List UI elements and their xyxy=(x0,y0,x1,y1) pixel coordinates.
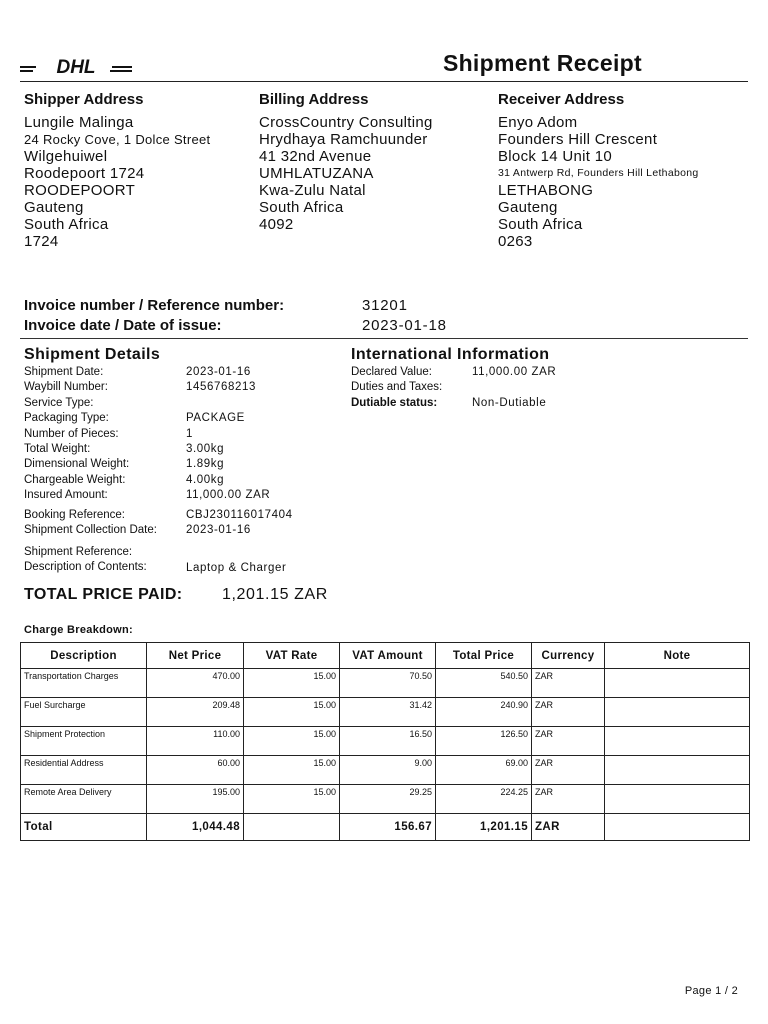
cell-vat-rate: 15.00 xyxy=(244,698,340,727)
column-header: Currency xyxy=(532,643,605,669)
detail-row xyxy=(24,380,270,395)
receiver-address xyxy=(498,114,699,250)
contents-details-list xyxy=(24,545,286,577)
cell-currency: ZAR xyxy=(532,756,605,785)
address-line: LETHABONG xyxy=(498,182,594,199)
detail-label: Number of Pieces: xyxy=(24,427,119,440)
column-header: Description xyxy=(21,643,147,669)
intl-value: 11,000.00 ZAR xyxy=(472,366,557,378)
detail-row xyxy=(24,560,286,576)
address-line: Founders Hill Crescent xyxy=(498,131,658,148)
total-price-label: TOTAL PRICE PAID: xyxy=(24,586,183,603)
cell-note xyxy=(605,785,750,814)
cell-description: Transportation Charges xyxy=(21,669,147,698)
table-header-row xyxy=(21,643,750,669)
address-line: Enyo Adom xyxy=(498,114,578,131)
detail-value: 2023-01-16 xyxy=(186,524,251,537)
cell-vat-rate xyxy=(244,814,340,841)
table-row xyxy=(21,669,750,698)
address-line: South Africa xyxy=(24,216,109,233)
column-header: VAT Rate xyxy=(244,643,340,669)
cell-total-price: 240.90 xyxy=(436,698,532,727)
detail-row xyxy=(24,488,270,503)
table-total-row xyxy=(21,814,750,841)
cell-vat-amount: 16.50 xyxy=(340,727,436,756)
table-row xyxy=(21,756,750,785)
shipment-details-list xyxy=(24,365,270,504)
detail-row xyxy=(24,427,270,442)
billing-address xyxy=(259,114,433,233)
address-line: 41 32nd Avenue xyxy=(259,148,372,165)
cell-description: Residential Address xyxy=(21,756,147,785)
cell-vat-rate: 15.00 xyxy=(244,669,340,698)
cell-vat-amount: 31.42 xyxy=(340,698,436,727)
detail-label: Insured Amount: xyxy=(24,489,108,502)
address-line: 0263 xyxy=(498,233,533,250)
charge-breakdown-table xyxy=(20,642,750,841)
cell-vat-amount: 9.00 xyxy=(340,756,436,785)
cell-vat-rate: 15.00 xyxy=(244,785,340,814)
cell-description: Remote Area Delivery xyxy=(21,785,147,814)
detail-row xyxy=(24,365,270,380)
shipper-address-heading: Shipper Address xyxy=(24,91,144,108)
column-header: Total Price xyxy=(436,643,532,669)
detail-value: PACKAGE xyxy=(186,412,245,425)
address-line: Wilgehuiwel xyxy=(24,148,108,165)
cell-total-price: 1,201.15 xyxy=(436,814,532,841)
address-line: ROODEPOORT xyxy=(24,182,136,199)
cell-description: Fuel Surcharge xyxy=(21,698,147,727)
cell-total-price: 224.25 xyxy=(436,785,532,814)
detail-label: Dimensional Weight: xyxy=(24,458,130,471)
cell-net-price: 110.00 xyxy=(147,727,244,756)
address-line: South Africa xyxy=(498,216,583,233)
cell-currency: ZAR xyxy=(532,669,605,698)
detail-row xyxy=(24,473,270,488)
table-row xyxy=(21,785,750,814)
cell-vat-amount: 156.67 xyxy=(340,814,436,841)
cell-currency: ZAR xyxy=(532,727,605,756)
column-header: Net Price xyxy=(147,643,244,669)
cell-description: Total xyxy=(21,814,147,841)
cell-vat-rate: 15.00 xyxy=(244,756,340,785)
table-row xyxy=(21,698,750,727)
detail-label: Shipment Reference: xyxy=(24,546,133,558)
intl-label: Duties and Taxes: xyxy=(351,381,443,394)
invoice-number-label: Invoice number / Reference number: xyxy=(24,297,285,314)
address-line: Block 14 Unit 10 xyxy=(498,148,613,165)
column-header: VAT Amount xyxy=(340,643,436,669)
cell-net-price: 195.00 xyxy=(147,785,244,814)
svg-text:DHL: DHL xyxy=(56,57,96,76)
cell-total-price: 126.50 xyxy=(436,727,532,756)
detail-row xyxy=(24,545,286,560)
intl-label: Dutiable status: xyxy=(351,396,438,409)
cell-vat-amount: 70.50 xyxy=(340,669,436,698)
cell-note xyxy=(605,698,750,727)
detail-value: CBJ230116017404 xyxy=(186,509,293,521)
cell-currency: ZAR xyxy=(532,814,605,841)
international-info-heading: International Information xyxy=(351,346,550,363)
address-line: 31 Antwerp Rd, Founders Hill Lethabong xyxy=(498,167,699,179)
detail-label: Booking Reference: xyxy=(24,509,126,521)
detail-row xyxy=(24,411,270,426)
international-info-list xyxy=(351,365,556,411)
detail-value: 1456768213 xyxy=(186,381,256,394)
invoice-date-value: 2023-01-18 xyxy=(362,317,447,334)
total-price-value: 1,201.15 ZAR xyxy=(222,586,328,603)
detail-value: 1.89kg xyxy=(186,458,225,471)
detail-value: 11,000.00 ZAR xyxy=(186,489,271,502)
detail-row xyxy=(24,396,270,411)
charge-breakdown-label: Charge Breakdown: xyxy=(24,624,134,636)
address-line: UMHLATUZANA xyxy=(259,165,374,182)
cell-net-price: 60.00 xyxy=(147,756,244,785)
detail-row xyxy=(24,457,270,472)
cell-note xyxy=(605,727,750,756)
address-line: Roodepoort 1724 xyxy=(24,165,145,182)
cell-currency: ZAR xyxy=(532,785,605,814)
detail-value: 2023-01-16 xyxy=(186,366,251,378)
section-divider xyxy=(20,338,748,339)
cell-net-price: 470.00 xyxy=(147,669,244,698)
detail-value: 1 xyxy=(186,427,193,440)
address-line: Hrydhaya Ramchuunder xyxy=(259,131,428,148)
invoice-date-label: Invoice date / Date of issue: xyxy=(24,317,222,334)
intl-label: Declared Value: xyxy=(351,366,432,378)
address-line: CrossCountry Consulting xyxy=(259,114,433,131)
detail-value: Laptop & Charger xyxy=(186,562,287,575)
cell-total-price: 69.00 xyxy=(436,756,532,785)
detail-label: Total Weight: xyxy=(24,443,91,456)
detail-label: Waybill Number: xyxy=(24,381,108,394)
cell-vat-amount: 29.25 xyxy=(340,785,436,814)
shipment-details-heading: Shipment Details xyxy=(24,346,161,363)
intl-value: Non-Dutiable xyxy=(472,396,547,409)
cell-vat-rate: 15.00 xyxy=(244,727,340,756)
cell-description: Shipment Protection xyxy=(21,727,147,756)
column-header: Note xyxy=(605,643,750,669)
address-line: Gauteng xyxy=(498,199,558,216)
page-number: Page 1 / 2 xyxy=(684,985,738,997)
cell-currency: ZAR xyxy=(532,698,605,727)
intl-row xyxy=(351,396,556,411)
detail-label: Shipment Collection Date: xyxy=(24,524,157,537)
detail-label: Packaging Type: xyxy=(24,412,109,425)
detail-row xyxy=(24,442,270,457)
address-line: 24 Rocky Cove, 1 Dolce Street xyxy=(24,132,211,147)
table-row xyxy=(21,727,750,756)
cell-net-price: 1,044.48 xyxy=(147,814,244,841)
cell-note xyxy=(605,814,750,841)
detail-row xyxy=(24,508,293,523)
detail-label: Description of Contents: xyxy=(24,561,147,574)
shipper-address xyxy=(24,114,210,250)
address-line: Lungile Malinga xyxy=(24,114,134,131)
receiver-address-heading: Receiver Address xyxy=(498,91,625,108)
header-divider xyxy=(20,81,748,82)
invoice-number-value: 31201 xyxy=(362,297,408,314)
detail-label: Service Type: xyxy=(24,396,94,409)
detail-row xyxy=(24,523,293,538)
detail-label: Shipment Date: xyxy=(24,366,104,378)
cell-note xyxy=(605,756,750,785)
page-title: Shipment Receipt xyxy=(442,50,642,76)
cell-net-price: 209.48 xyxy=(147,698,244,727)
booking-details-list xyxy=(24,508,293,539)
cell-note xyxy=(605,669,750,698)
address-line: South Africa xyxy=(259,199,344,216)
address-line: Kwa-Zulu Natal xyxy=(259,182,366,199)
dhl-logo xyxy=(20,54,132,76)
intl-row xyxy=(351,380,556,395)
address-line: Gauteng xyxy=(24,199,84,216)
address-line: 4092 xyxy=(259,216,294,233)
cell-total-price: 540.50 xyxy=(436,669,532,698)
detail-value: 4.00kg xyxy=(186,473,225,486)
detail-label: Chargeable Weight: xyxy=(24,473,126,486)
address-line: 1724 xyxy=(24,233,59,250)
intl-row xyxy=(351,365,556,380)
detail-value: 3.00kg xyxy=(186,443,225,456)
billing-address-heading: Billing Address xyxy=(259,91,369,108)
